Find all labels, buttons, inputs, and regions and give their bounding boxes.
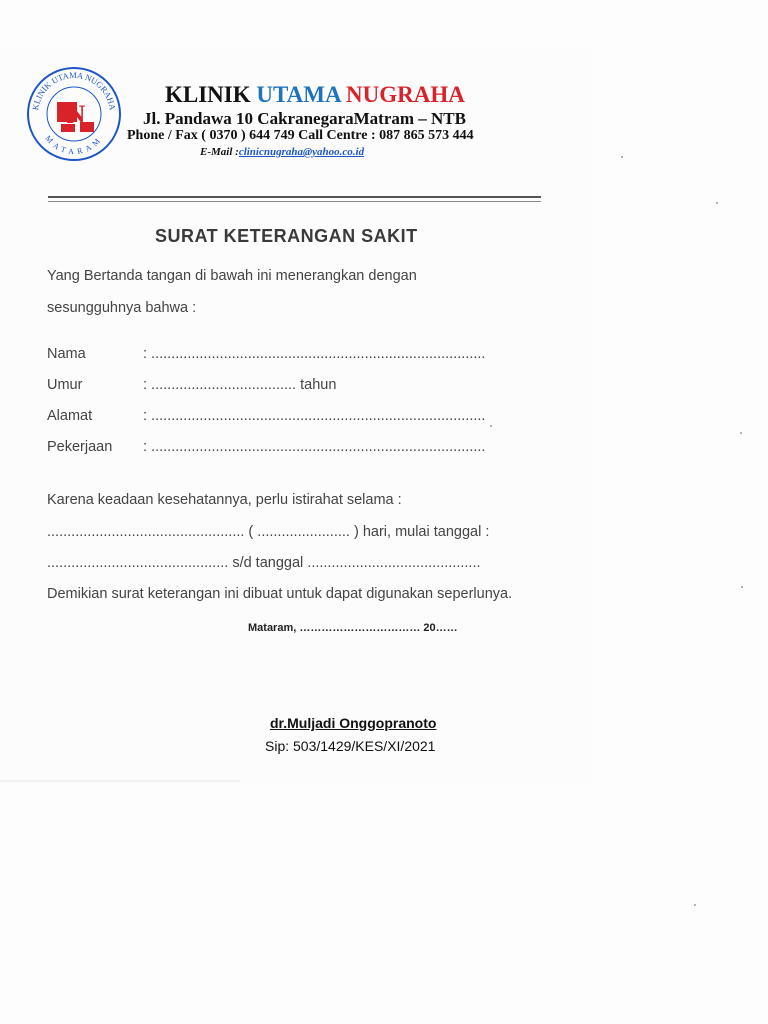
rest-line-2: ................................................. ( ....................... ) hari, mulai tanggal : — [47, 524, 490, 540]
scan-speck — [490, 425, 492, 427]
field-value-pekerjaan: : ................................................................................... — [143, 439, 486, 455]
intro-line-1: Yang Bertanda tangan di bawah ini menerangkan dengan — [47, 268, 417, 284]
sheet-edge — [0, 780, 240, 782]
email-link[interactable]: clinicnugraha@yahoo.co.id — [238, 146, 365, 158]
scan-speck — [740, 432, 742, 434]
scan-speck — [694, 904, 696, 906]
intro-line-2: sesungguhnya bahwa : — [47, 300, 197, 316]
scan-speck — [741, 586, 743, 588]
place-date: Mataram, …………………………… 20…… — [248, 622, 458, 634]
document-title: SURAT KETERANGAN SAKIT — [155, 226, 418, 246]
clinic-phone: Phone / Fax ( 0370 ) 644 749 Call Centre : 087 865 573 444 — [127, 128, 474, 143]
logo-city-text: MATARAM — [43, 133, 105, 157]
closing-statement: Demikian surat keterangan ini dibuat untuk dapat digunakan seperlunya. — [47, 586, 513, 602]
scan-speck — [621, 156, 623, 158]
field-value-alamat: : ................................................................................... — [143, 408, 486, 424]
field-label-umur: Umur — [47, 377, 83, 393]
svg-text:MATARAM — [43, 134, 104, 156]
field-label-nama: Nama — [47, 346, 86, 362]
clinic-email-line — [200, 146, 364, 158]
clinic-name-part2: UTAMA — [256, 82, 347, 107]
logo-letter: N — [66, 100, 86, 129]
rest-line-3: ............................................. s/d tanggal ........................................... — [47, 555, 481, 571]
field-label-pekerjaan: Pekerjaan — [47, 439, 113, 455]
clinic-address: Jl. Pandawa 10 CakranegaraMatram – NTB — [143, 109, 466, 128]
header-divider-thin — [48, 201, 541, 202]
field-label-alamat: Alamat — [47, 408, 93, 424]
logo-ring-text: KLINIK UTAMA NUGRAHA — [30, 69, 118, 111]
clinic-name — [165, 82, 465, 108]
rest-line-1: Karena keadaan kesehatannya, perlu istirahat selama : — [47, 492, 402, 508]
clinic-logo — [24, 62, 124, 162]
email-label: E-Mail : — [200, 146, 239, 158]
header-divider — [48, 196, 541, 198]
scan-speck — [716, 202, 718, 204]
field-value-nama: : ................................................................................... — [143, 346, 486, 362]
doctor-sip: Sip: 503/1429/KES/XI/2021 — [265, 738, 436, 754]
field-value-umur: : .................................... tahun — [143, 377, 337, 393]
clinic-name-part1: KLINIK — [165, 82, 257, 107]
clinic-name-part3: NUGRAHA — [346, 82, 465, 107]
doctor-name: dr.Muljadi Onggopranoto — [270, 715, 437, 731]
